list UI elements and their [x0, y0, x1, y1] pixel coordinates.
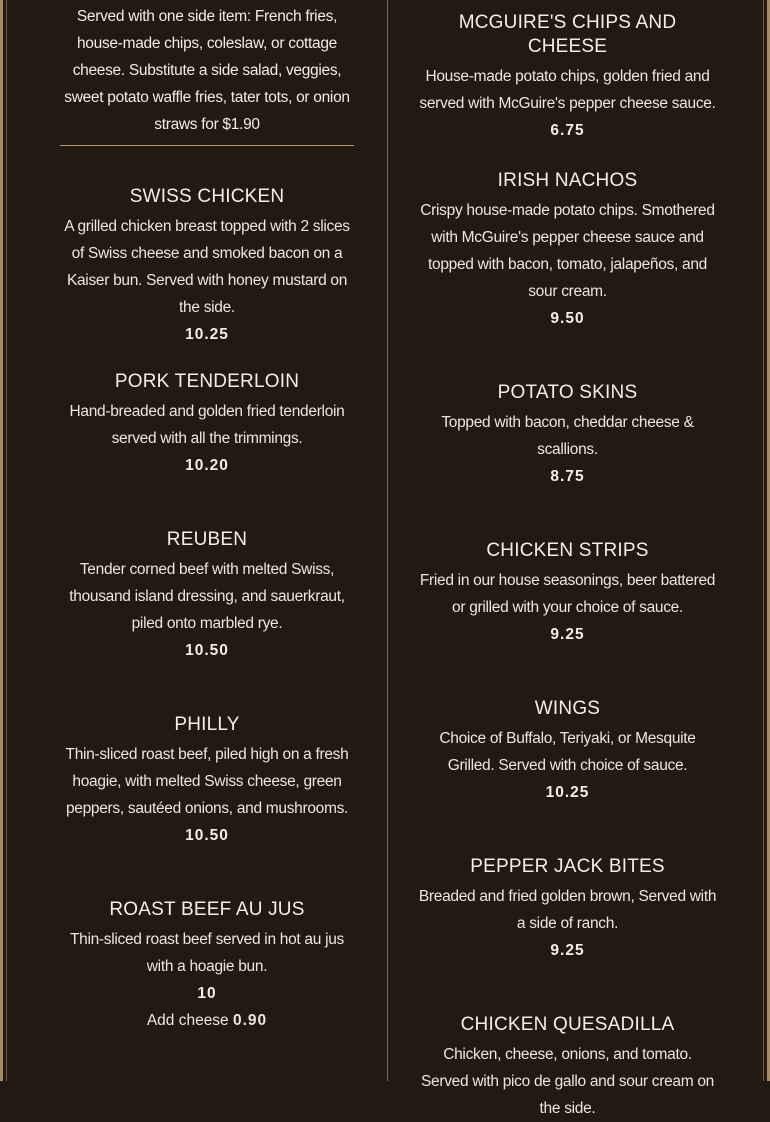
item-price: 10.25 [545, 784, 590, 801]
left-column [60, 0, 354, 1029]
item-price: 9.25 [550, 942, 585, 959]
item-description: Breaded and fried golden brown, Served with a side of ranch. [418, 888, 717, 932]
item-description: Hand-breaded and golden fried tenderloin served with all the trimmings. [69, 403, 345, 447]
item-price: 10.25 [185, 326, 229, 343]
item-name: CHICKEN STRIPS [486, 540, 649, 561]
item-price: 10.20 [185, 457, 229, 474]
item-name: WINGS [534, 698, 601, 719]
menu-item-potato-skins [418, 381, 717, 490]
item-description: Thin-sliced roast beef served in hot au jus with a hoagie bun. [69, 931, 344, 975]
item-name: POTATO SKINS [497, 382, 638, 403]
item-description: Crispy house-made potato chips. Smothered with McGuire's pepper cheese sauce and topped with bacon, tomato, jalapeños, and sour cream. [420, 202, 715, 300]
menu-item-irish-nachos [418, 169, 717, 332]
menu-item-chicken-quesadilla [418, 1013, 717, 1122]
item-description: Tender corned beef with melted Swiss, thousand island dressing, and sauerkraut, piled onto marbled rye. [69, 561, 345, 632]
menu-item-pork-tenderloin [60, 370, 354, 479]
addon-label: Add cheese [146, 1012, 229, 1029]
menu-item-philly [60, 713, 354, 849]
item-price: 10 [197, 985, 217, 1002]
menu-item-roast-beef-au-jus [60, 898, 354, 1034]
item-name: PEPPER JACK BITES [470, 856, 665, 877]
item-description: House-made potato chips, golden fried and served with McGuire's pepper cheese sauce. [419, 68, 716, 112]
item-name: MCGUIRE'S CHIPS AND CHEESE [458, 12, 677, 57]
item-description: Thin-sliced roast beef, piled high on a fresh hoagie, with melted Swiss cheese, green peppers, sautéed onions, and mushrooms. [65, 746, 349, 817]
item-name: REUBEN [166, 529, 248, 550]
item-name: PHILLY [174, 714, 240, 735]
item-price: 9.25 [550, 626, 585, 643]
addon-price: 0.90 [233, 1012, 268, 1029]
menu-item-chicken-strips [418, 539, 717, 648]
item-addon [60, 1007, 354, 1034]
menu-item-chips-and-cheese [418, 11, 717, 144]
item-price: 8.75 [550, 468, 585, 485]
item-description: Topped with bacon, cheddar cheese & scallions. [441, 414, 694, 458]
menu-item-wings [418, 697, 717, 806]
item-name: PORK TENDERLOIN [114, 371, 300, 392]
menu-item-reuben [60, 528, 354, 664]
item-description: Fried in our house seasonings, beer battered or grilled with your choice of sauce. [419, 572, 716, 616]
item-name: IRISH NACHOS [497, 170, 638, 191]
item-price: 9.50 [550, 310, 585, 327]
item-description: A grilled chicken breast topped with 2 slices of Swiss cheese and smoked bacon on a Kaiser bun. Served with honey mustard on the side. [64, 218, 350, 316]
item-description: Chicken, cheese, onions, and tomato. Served with pico de gallo and sour cream on the side. [421, 1046, 714, 1117]
item-price: 10.50 [185, 827, 229, 844]
side-item-note: Served with one side item: French fries, house-made chips, coleslaw, or cottage cheese. Substitute a side salad, veggies, sweet potato waffle fries, tater tots, or onion straws for $1.90 [60, 3, 354, 146]
item-name: SWISS CHICKEN [129, 186, 285, 207]
menu-item-swiss-chicken [60, 185, 354, 348]
menu-item-pepper-jack-bites [418, 855, 717, 964]
item-description: Choice of Buffalo, Teriyaki, or Mesquite Grilled. Served with choice of sauce. [439, 730, 696, 774]
item-name: ROAST BEEF AU JUS [109, 899, 305, 920]
column-divider [387, 0, 388, 1081]
item-price: 10.50 [185, 642, 229, 659]
item-price: 6.75 [550, 122, 585, 139]
item-name: CHICKEN QUESADILLA [460, 1014, 675, 1035]
